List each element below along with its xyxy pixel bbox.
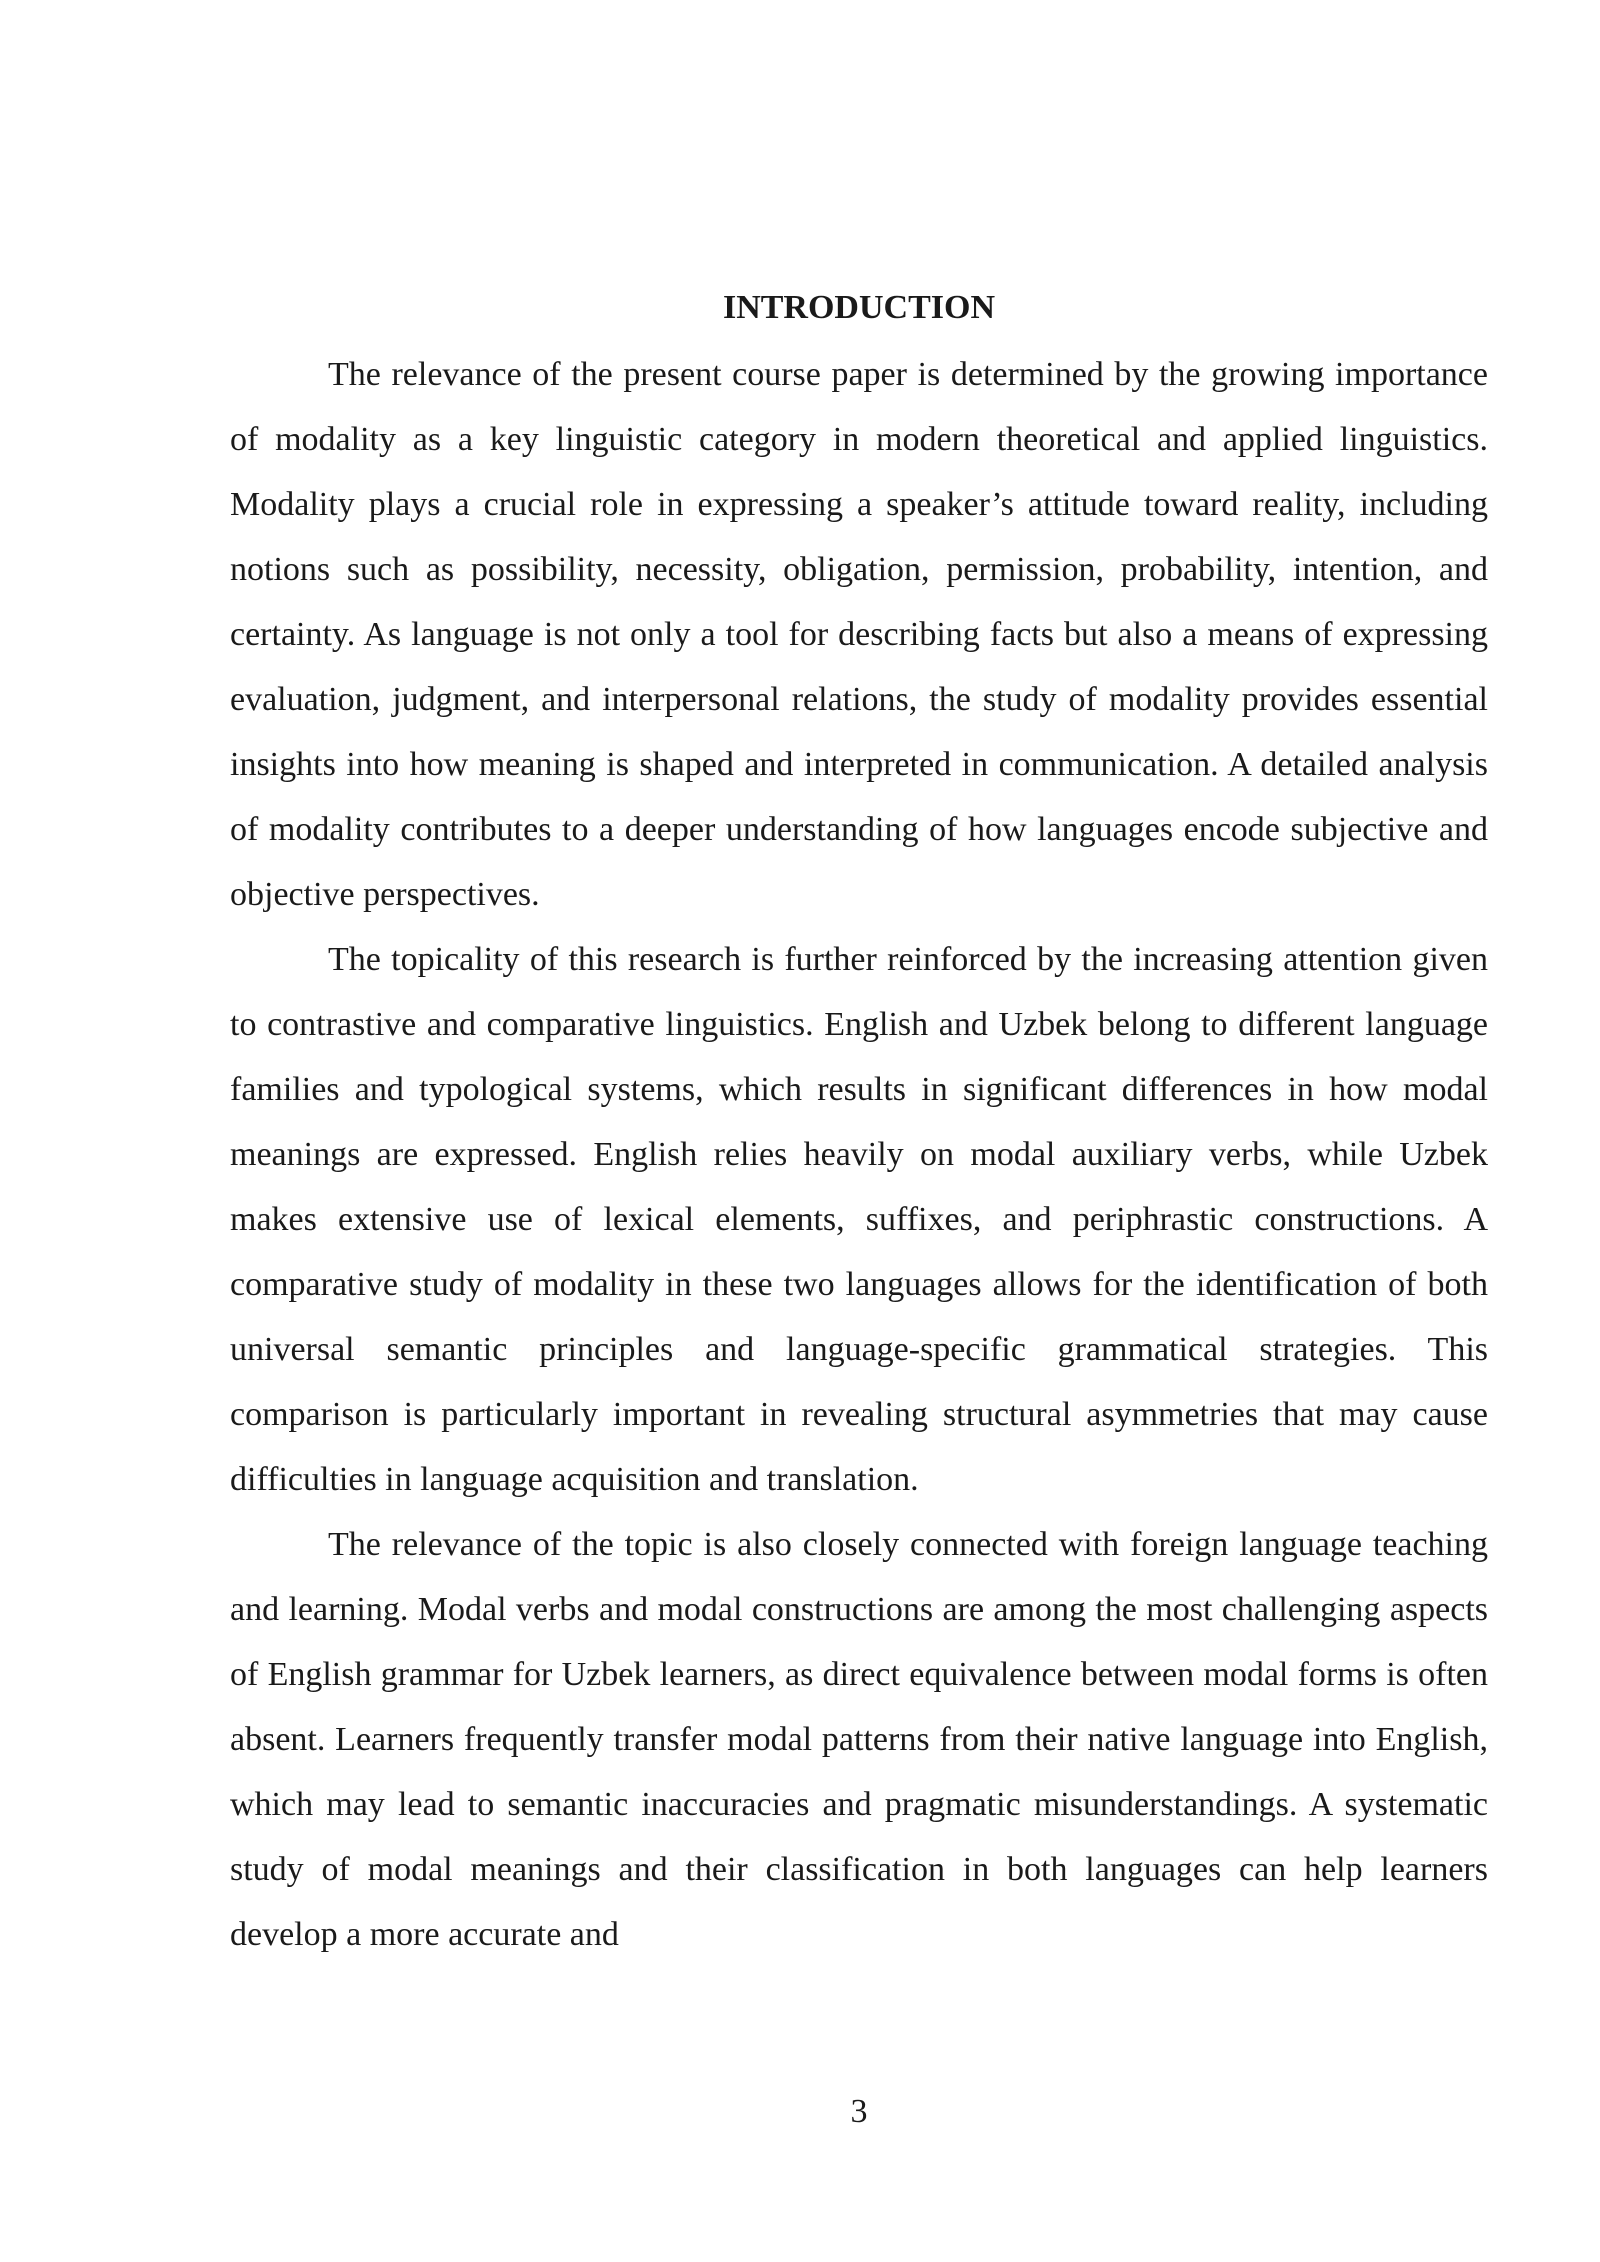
paragraph-teaching: The relevance of the topic is also closely connected with foreign language teaching and learning. Modal verbs and modal constructions are among the most challenging aspects of English grammar for Uzbek learners, as direct equivalence between modal forms is often absent. Learners frequently transfer modal patterns from their native language into English, which may lead to semantic inaccuracies and pragmatic misunderstandings. A systematic study of modal meanings and their classification in both languages can help learners develop a more accurate and [230, 1526, 1488, 1953]
paragraph-topicality: The topicality of this research is further reinforced by the increasing attention given to contrastive and comparative linguistics. English and Uzbek belong to different language families and typological systems, which results in significant differences in how modal meanings are expressed. English relies heavily on modal auxiliary verbs, while Uzbek makes extensive use of lexical elements, suffixes, and periphrastic constructions. A comparative study of modality in these two languages allows for the identification of both universal semantic principles and language-specific grammatical strategies. This comparison is particularly important in revealing structural asymmetries that may cause difficulties in language acquisition and translation. [230, 941, 1488, 1498]
body-text [230, 342, 1488, 1967]
paragraph-relevance: The relevance of the present course paper is determined by the growing importance of modality as a key linguistic category in modern theoretical and applied linguistics. Modality plays a crucial role in expressing a speaker’s attitude toward reality, including notions such as possibility, necessity, obligation, permission, probability, intention, and certainty. As language is not only a tool for describing facts but also a means of expressing evaluation, judgment, and interpersonal relations, the study of modality provides essential insights into how meaning is shaped and interpreted in communication. A detailed analysis of modality contributes to a deeper understanding of how languages encode subjective and objective perspectives. [230, 356, 1488, 913]
page-number: 3 [850, 2093, 868, 2130]
page-title: INTRODUCTION [722, 289, 996, 326]
